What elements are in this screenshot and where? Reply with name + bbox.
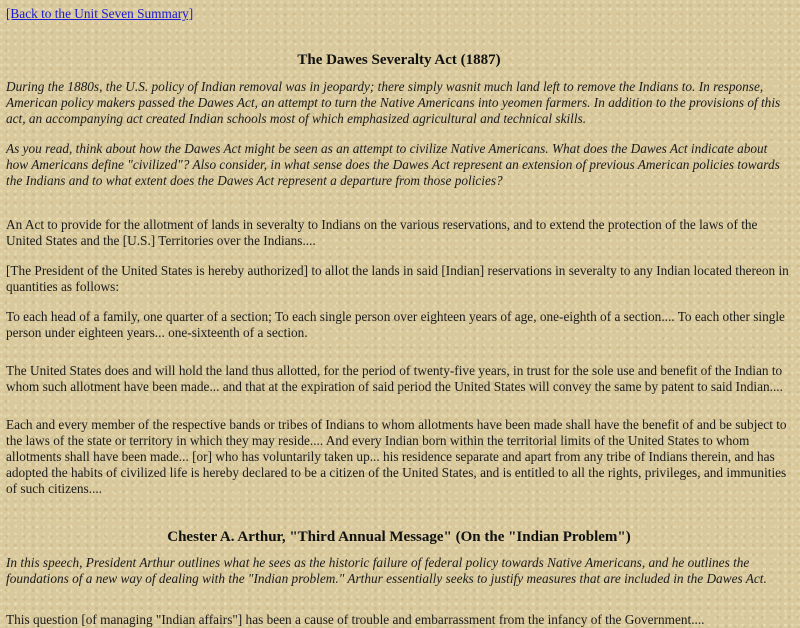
dawes-body-paragraph-1: An Act to provide for the allotment of lands in severalty to Indians on the various reservations, and to extend the protection of the laws of the United States and the [U.S.] Territories over the Indians....: [6, 217, 758, 248]
dawes-body-paragraph-4: The United States does and will hold the land thus allotted, for the period of twenty-five years, in trust for the sole use and benefit of the Indian to whom such allotment have been made... and that at the expiration of said period the United States will convey the same by patent to said Indian....: [6, 363, 783, 394]
back-to-summary-link[interactable]: [Back to the Unit Seven Summary]: [6, 6, 194, 21]
dawes-act-title: The Dawes Severalty Act (1887): [297, 52, 501, 68]
arthur-body-paragraph-1: This question [of managing "Indian affairs"] has been a cause of trouble and embarrassment from the infancy of the Government....: [6, 612, 705, 627]
arthur-message-title: Chester A. Arthur, "Third Annual Message" (On the "Indian Problem"): [167, 529, 631, 545]
spacer: [6, 203, 792, 217]
dawes-intro-paragraph-1: During the 1880s, the U.S. policy of Indian removal was in jeopardy; there simply wasnit much land left to remove the Indians to. In response, American policy makers passed the Dawes Act, an attempt to turn the Native Americans into yeomen farmers. In addition to the provisions of this act, an accompanying act created Indian schools most of which emphasized agricultural and technical skills.: [6, 79, 781, 126]
dawes-body-paragraph-2: [The President of the United States is hereby authorized] to allot the lands in said [Indian] reservations in severalty to any Indian located thereon in quantities as follows:: [6, 263, 789, 294]
dawes-intro-paragraph-2: As you read, think about how the Dawes Act might be seen as an attempt to civilize Native Americans. What does the Dawes Act indicate about how Americans define "civilized"? Also consider, in what sense does the Dawes Act represent an extension of previous American policies towards the Indians and to what extent does the Dawes Act represent a departure from those policies?: [6, 141, 780, 188]
dawes-body-paragraph-5: Each and every member of the respective bands or tribes of Indians to whom allotments have been made shall have the benefit of and be subject to the laws of the state or territory in which they may reside.... And every Indian born within the territorial limits of the United States to whom allotments shall have been made... [or] who has voluntarily taken up... his residence separate and apart from any tribe of Indians therein, and has adopted the habits of civilized life is hereby declared to be a citizen of the United States, and is entitled to all the rights, privileges, and immunities of such citizens....: [6, 417, 787, 496]
dawes-body-paragraph-3: To each head of a family, one quarter of a section; To each single person over eighteen years of age, one-eighth of a section.... To each other single person under eighteen years... one-sixteenth of a section.: [6, 309, 785, 340]
arthur-intro-paragraph: In this speech, President Arthur outlines what he sees as the historic failure of federal policy towards Native Americans, and he outlines the foundations of a new way of dealing with the "Indian problem." Arthur essentially seeks to justify measures that are included in the Dawes Act.: [6, 555, 767, 586]
